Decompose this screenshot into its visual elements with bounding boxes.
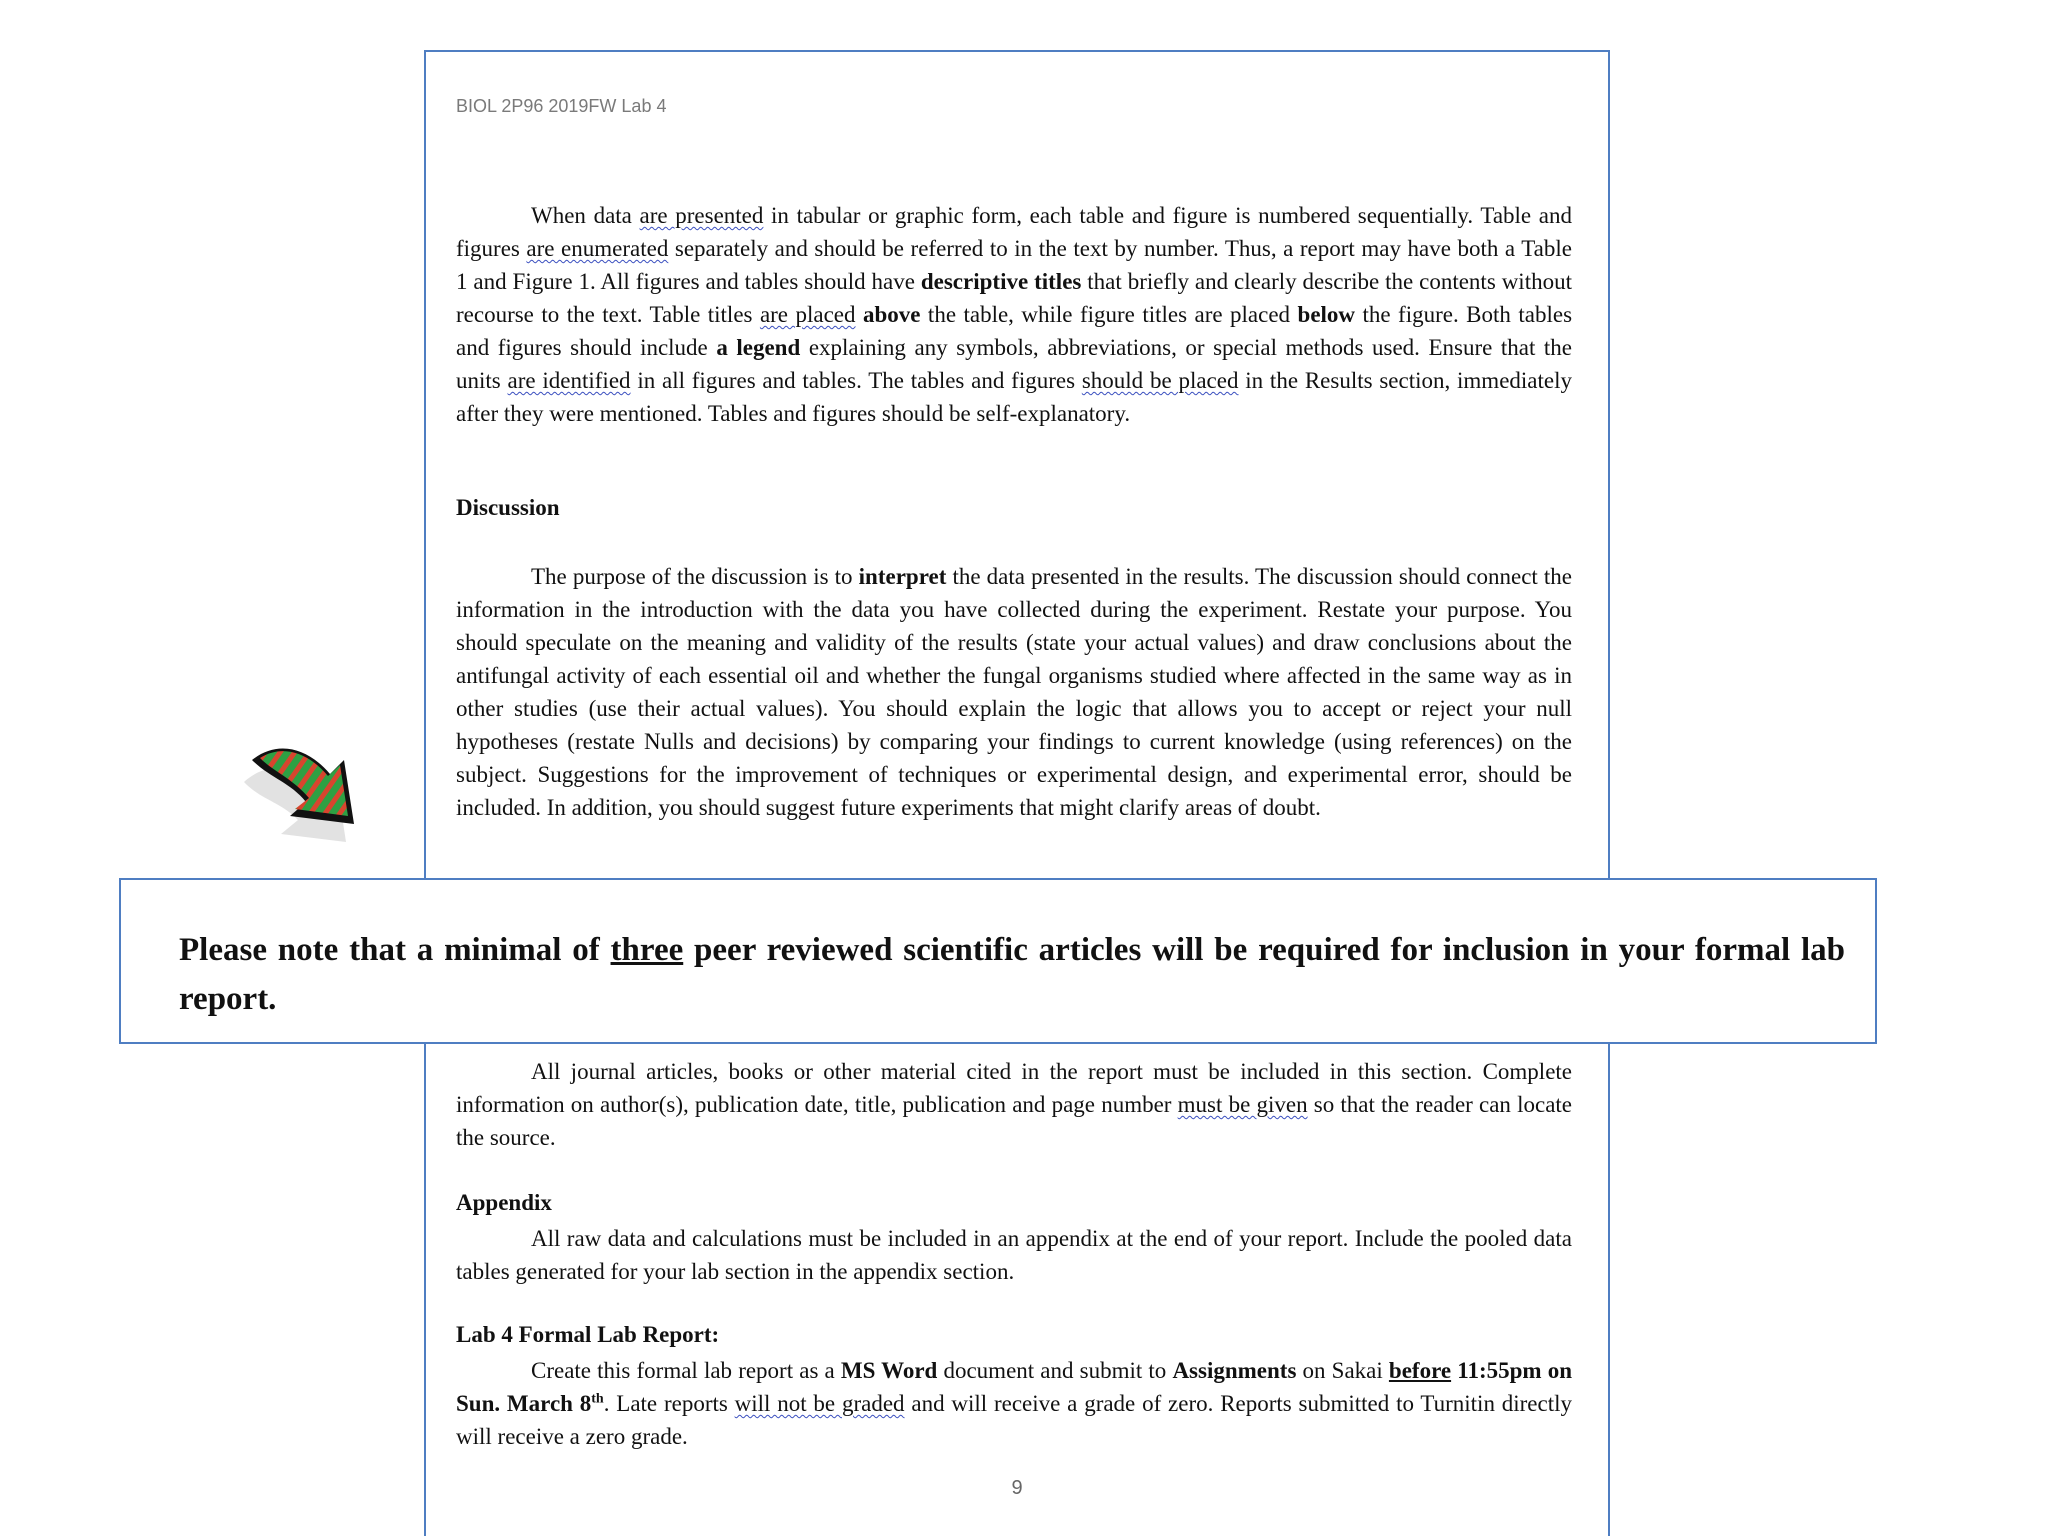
grammar-flag[interactable]: must be given xyxy=(1177,1092,1308,1117)
page-number: 9 xyxy=(1011,1477,1023,1499)
page-header: BIOL 2P96 2019FW Lab 4 xyxy=(456,96,667,116)
grammar-flag[interactable]: will not be graded xyxy=(734,1391,905,1416)
curved-arrow-icon xyxy=(232,712,392,862)
grammar-flag[interactable]: are presented xyxy=(639,203,764,228)
discussion-heading: Discussion xyxy=(456,495,560,520)
formal-report-paragraph: Create this formal lab report as a MS Word document and submit to Assignments on Sakai before 11:55pm on Sun. March 8th. Late reports will not be graded and will receive a grade of zero. Reports submitted to Turnitin directly will receive a zero grade. xyxy=(456,1358,1572,1449)
appendix-heading: Appendix xyxy=(456,1190,552,1215)
document-page xyxy=(424,50,1610,1536)
grammar-flag[interactable]: are identified xyxy=(507,368,631,393)
callout-note: Please note that a minimal of three peer reviewed scientific articles will be required for inclusion in your formal lab report. xyxy=(119,878,1877,1044)
references-paragraph: All journal articles, books or other material cited in the report must be included in this section. Complete information on author(s), publication date, title, publication and page number must be given so that the reader can locate the source. xyxy=(456,1059,1573,1150)
grammar-flag[interactable]: should be placed xyxy=(1081,368,1239,393)
grammar-flag[interactable]: are enumerated xyxy=(526,236,669,261)
formal-report-heading: Lab 4 Formal Lab Report: xyxy=(456,1322,720,1347)
appendix-paragraph: All raw data and calculations must be included in an appendix at the end of your report. Include the pooled data tables generated for your lab section in the appendix section. xyxy=(456,1226,1572,1284)
grammar-flag[interactable]: are placed xyxy=(759,302,856,327)
discussion-paragraph: The purpose of the discussion is to interpret the data presented in the results. The discussion should connect the information in the introduction with the data you have collected during the experiment. Restate your purpose. You should speculate on the meaning and validity of the results (state your actual values) and draw conclusions about the antifungal activity of each essential oil and whether the fungal organisms studied where affected in the same way as in other studies (use their actual values). You should explain the logic that allows you to accept or reject your null hypotheses (restate Nulls and decisions) by comparing your findings to current knowledge (using references) on the subject. Suggestions for the improvement of techniques or experimental design, and experimental error, should be included. In addition, you should suggest future experiments that might clarify areas of doubt. xyxy=(456,564,1572,820)
results-paragraph: When data are presented in tabular or graphic form, each table and figure is numbered sequentially. Table and figures are enumerated separately and should be referred to in the text by number. Thus, a report may have both a Table 1 and Figure 1. All figures and tables should have descriptive titles that briefly and clearly describe the contents without recourse to the text. Table titles are placed above the table, while figure titles are placed below the figure. Both tables and figures should include a legend explaining any symbols, abbreviations, or special methods used. Ensure that the units are identified in all figures and tables. The tables and figures should be placed in the Results section, immediately after they were mentioned. Tables and figures should be self-explanatory. xyxy=(456,203,1573,426)
